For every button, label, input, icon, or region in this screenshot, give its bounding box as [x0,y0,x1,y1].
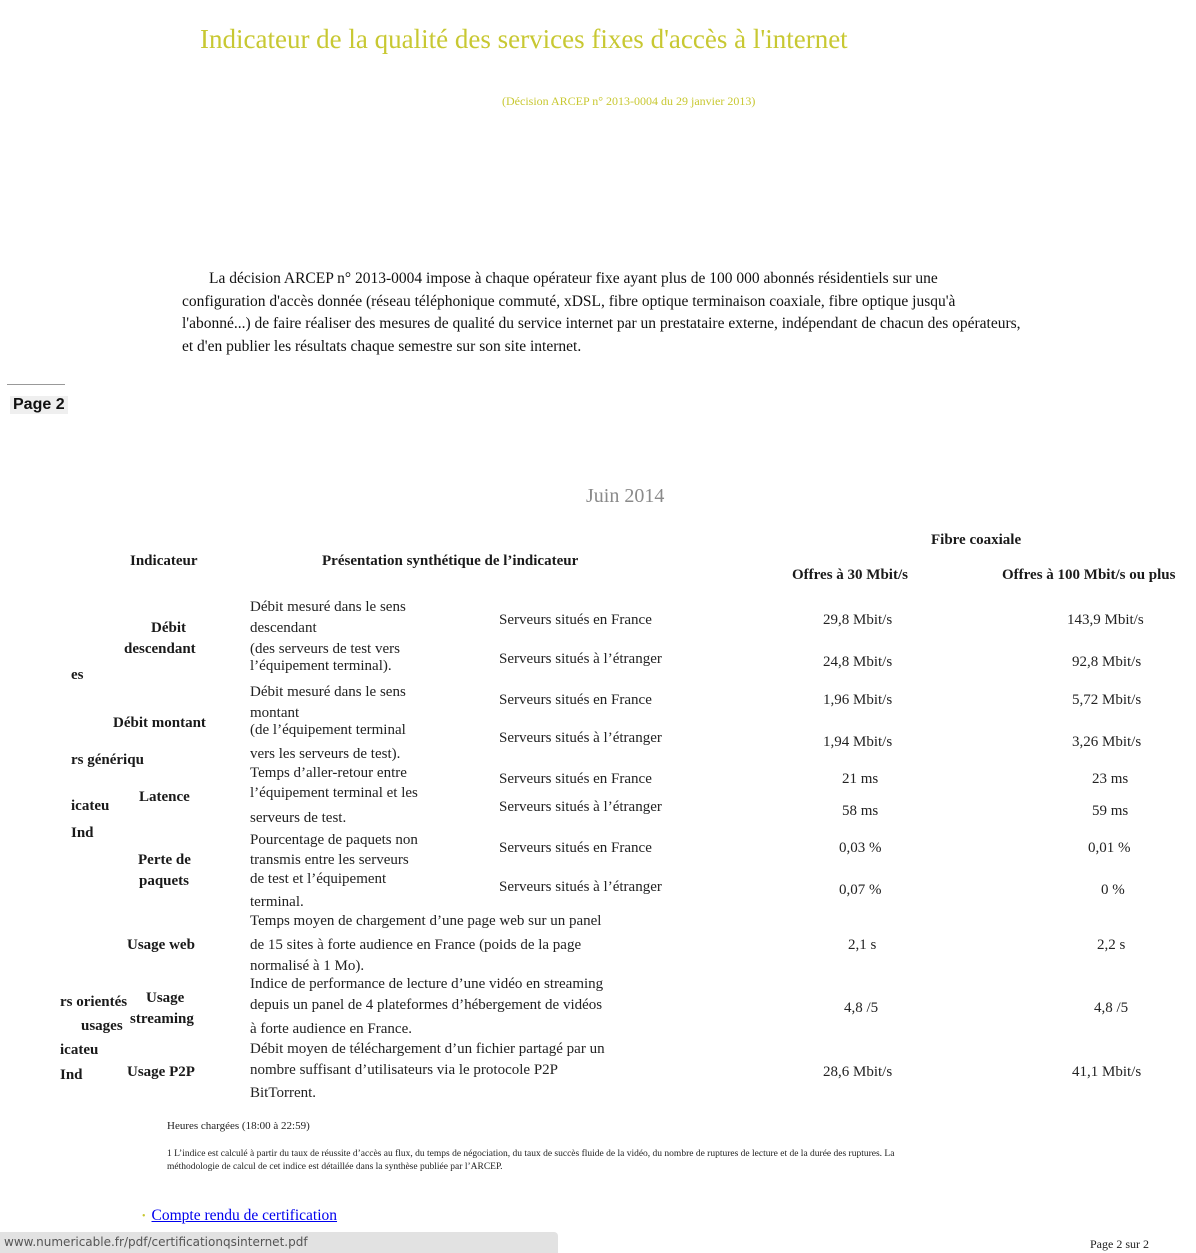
desc-line: Débit mesuré dans le sens [250,599,406,615]
side-label-usage-4: Ind [60,1067,83,1083]
desc-line: nombre suffisant d’utilisateurs via le protocole P2P [250,1062,559,1078]
value-100: 59 ms [1092,803,1129,819]
server-location: Serveurs situés en France [499,692,652,708]
value-30: 2,1 s [848,937,877,953]
desc-line: BitTorrent. [250,1085,317,1101]
desc-line: Temps moyen de chargement d’une page web sur un panel [250,913,602,929]
value-100: 92,8 Mbit/s [1072,654,1142,670]
status-bar-url: www.numericable.fr/pdf/certificationqsinternet.pdf [0,1232,558,1253]
header-offres-100: Offres à 100 Mbit/s ou plus [1002,567,1176,583]
value-100: 143,9 Mbit/s [1067,612,1144,628]
desc-line: Débit mesuré dans le sens [250,684,406,700]
indicator-usage-web: Usage web [127,937,195,953]
indicator-perte-2: paquets [139,873,190,889]
value-100: 41,1 Mbit/s [1072,1064,1142,1080]
indicator-usage-p2p: Usage P2P [127,1064,195,1080]
server-location: Serveurs situés à l’étranger [499,730,662,746]
desc-line: de 15 sites à forte audience en France (poids de la page [250,937,582,953]
value-30: 28,6 Mbit/s [823,1064,893,1080]
page-label: Page 2 [10,396,68,414]
desc-line: Indice de performance de lecture d’une vidéo en streaming [250,976,604,992]
value-30: 1,96 Mbit/s [823,692,893,708]
desc-line: l’équipement terminal et les [250,785,418,801]
side-label-generic-3: icateu [71,798,110,814]
indicator-debit-descendant-2: descendant [124,641,196,657]
side-label-usage-3: icateu [60,1042,99,1058]
desc-line: normalisé à 1 Mo). [250,958,365,974]
indicator-usage-streaming-2: streaming [130,1011,194,1027]
value-100: 0,01 % [1088,840,1131,856]
side-label-generic-2: rs génériqu [71,752,144,768]
desc-line: Pourcentage de paquets non [250,832,418,848]
value-30: 0,03 % [839,840,882,856]
certification-link-item [142,1207,337,1225]
intro-paragraph: La décision ARCEP n° 2013-0004 impose à chaque opérateur fixe ayant plus de 100 000 abonnés résidentiels sur une configuration d'accès donnée (réseau téléphonique commuté, xDSL, fibre optique terminaison coaxiale, fibre optique jusqu'à l'abonné...) de faire réaliser des mesures de qualité du service internet par un prestataire externe, indépendant de chacun des opérateurs, et d'en publier les résultats chaque semestre sur son site internet. [182,270,1021,356]
page-separator [7,384,65,385]
bullet-icon: • [142,1210,146,1222]
desc-line: vers les serveurs de test). [250,746,401,762]
server-location: Serveurs situés à l’étranger [499,799,662,815]
period-heading: Juin 2014 [586,485,665,507]
server-location: Serveurs situés à l’étranger [499,651,662,667]
header-indicateur: Indicateur [130,553,198,569]
header-fibre-coaxiale: Fibre coaxiale [931,532,1022,548]
value-30: 1,94 Mbit/s [823,734,893,750]
page-footer: Page 2 sur 2 [1090,1237,1149,1251]
desc-line: transmis entre les serveurs [250,852,409,868]
desc-line: terminal. [250,894,304,910]
indicator-debit-montant: Débit montant [113,715,206,731]
indicator-debit-descendant-1: Débit [151,620,186,636]
indicator-latence: Latence [139,789,190,805]
value-100: 2,2 s [1097,937,1126,953]
desc-line: montant [250,705,300,721]
server-location: Serveurs situés en France [499,771,652,787]
desc-line: à forte audience en France. [250,1021,412,1037]
side-label-generic-1: es [71,667,84,683]
value-30: 21 ms [842,771,879,787]
desc-line: de test et l’équipement [250,871,387,887]
header-offres-30: Offres à 30 Mbit/s [792,567,908,583]
value-100: 23 ms [1092,771,1129,787]
value-30: 24,8 Mbit/s [823,654,893,670]
value-100: 5,72 Mbit/s [1072,692,1142,708]
side-label-usage-2: usages [81,1018,123,1034]
side-label-generic-4: Ind [71,825,94,841]
indicator-usage-streaming-1: Usage [146,990,185,1006]
desc-line: (des serveurs de test vers [250,641,400,657]
value-30: 29,8 Mbit/s [823,612,893,628]
desc-line: (de l’équipement terminal [250,722,406,738]
value-30: 58 ms [842,803,879,819]
server-location: Serveurs situés à l’étranger [499,879,662,895]
header-presentation: Présentation synthétique de l’indicateur [322,553,579,569]
desc-line: depuis un panel de 4 plateformes d’hébergement de vidéos [250,997,603,1013]
value-100: 4,8 /5 [1094,1000,1129,1016]
server-location: Serveurs situés en France [499,840,652,856]
certification-link[interactable]: Compte rendu de certification [151,1207,338,1224]
side-label-usage-1: rs orientés [60,994,128,1010]
indicator-perte-1: Perte de [138,852,191,868]
page-title: Indicateur de la qualité des services fixes d'accès à l'internet [200,24,848,54]
value-30: 4,8 /5 [844,1000,879,1016]
value-100: 0 % [1101,882,1125,898]
value-100: 3,26 Mbit/s [1072,734,1142,750]
heures-chargees-note: Heures chargées (18:00 à 22:59) [167,1120,310,1132]
page-subtitle: (Décision ARCEP n° 2013-0004 du 29 janvier 2013) [502,94,756,108]
desc-line: serveurs de test. [250,810,347,826]
desc-line: l’équipement terminal). [250,658,392,674]
server-location: Serveurs situés en France [499,612,652,628]
desc-line: Temps d’aller-retour entre [250,765,407,781]
footnote: 1 L’indice est calculé à partir du taux de réussite d’accès au flux, du temps de négociation, du taux de succès fluide de la vidéo, du nombre de ruptures de lecture et de la durée des ruptures. La méthodologie de calcul de cet indice est détaillée dans la synthèse publiée par l’ARCEP. [167,1149,895,1172]
intro-text [182,268,1022,359]
desc-line: Débit moyen de téléchargement d’un fichier partagé par un [250,1041,605,1057]
value-30: 0,07 % [839,882,882,898]
desc-line: descendant [250,620,317,636]
